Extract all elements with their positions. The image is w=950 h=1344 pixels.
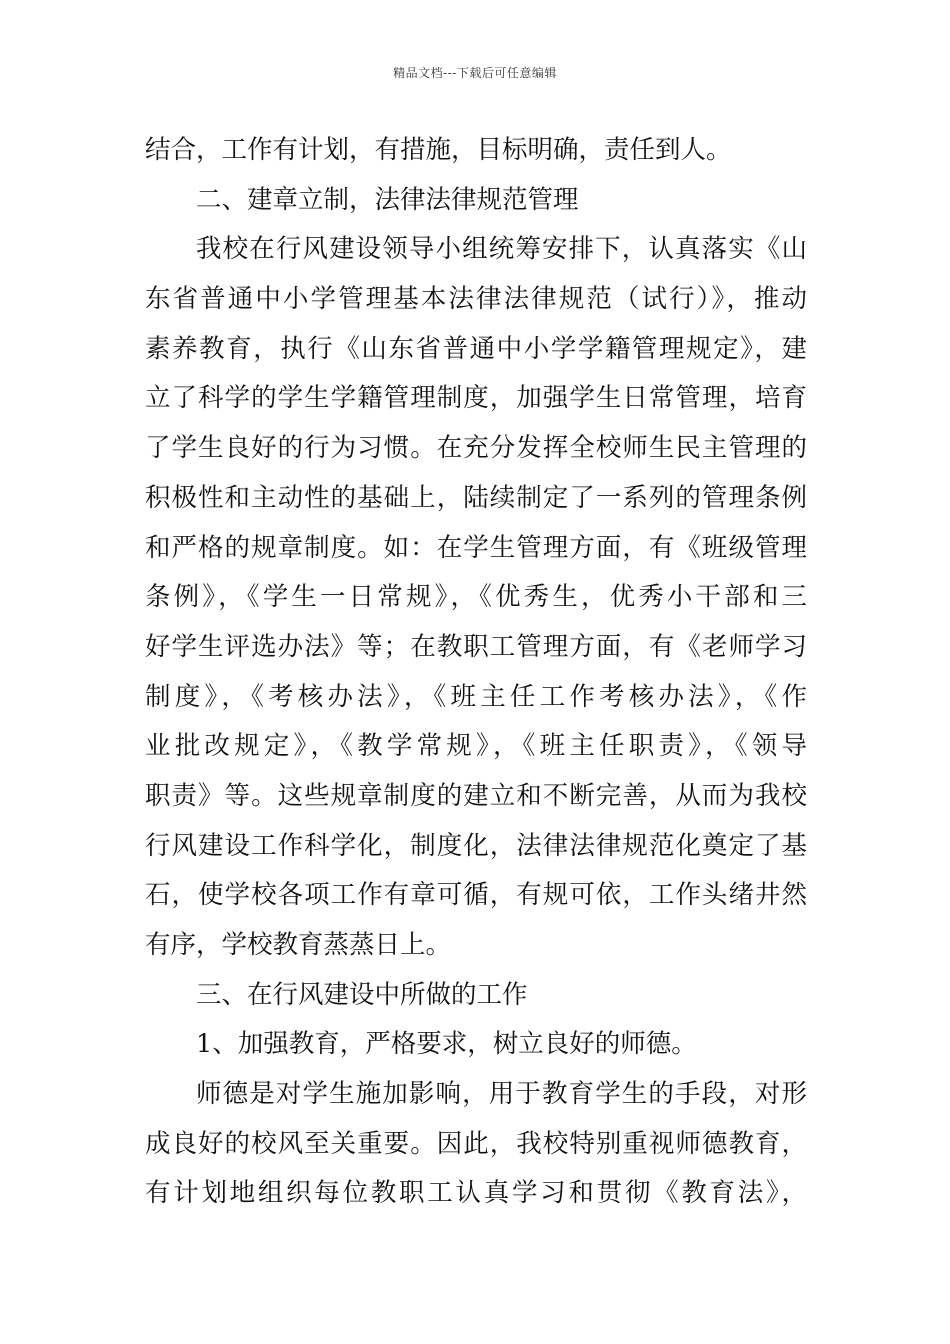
section-heading: 三、在行风建设中所做的工作 <box>196 979 528 1010</box>
text-line: 有序，学校教育蒸蒸日上。 <box>145 930 452 960</box>
text-line: 职责》等。这些规章制度的建立和不断完善，从而为我校 <box>145 780 807 811</box>
text-line: 立了科学的学生学籍管理制度，加强学生日常管理，培育 <box>145 383 807 414</box>
text-line: 结合，工作有计划，有措施，目标明确，责任到人。 <box>145 135 732 165</box>
document-body <box>145 126 807 1219</box>
text-line: 和严格的规章制度。如：在学生管理方面，有《班级管理 <box>145 532 807 563</box>
text-line: 制度》，《考核办法》，《班主任工作考核办法》，《作 <box>145 681 807 712</box>
page-header: 精品文档---下载后可任意编辑 <box>393 66 557 80</box>
text-line: 石，使学校各项工作有章可循，有规可依，工作头绪井然 <box>145 880 807 911</box>
text-line: 师德是对学生施加影响，用于教育学生的手段，对形 <box>196 1079 807 1110</box>
text-line: 条例》，《学生一日常规》，《优秀生，优秀小干部和三 <box>145 582 807 613</box>
text-line: 好学生评选办法》等；在教职工管理方面，有《老师学习 <box>145 631 807 662</box>
text-line: 我校在行风建设领导小组统筹安排下，认真落实《山 <box>196 234 807 265</box>
text-line: 积极性和主动性的基础上，陆续制定了一系列的管理条例 <box>145 482 807 513</box>
text-line: 成良好的校风至关重要。因此，我校特别重视师德教育， <box>145 1128 807 1159</box>
text-line: 行风建设工作科学化，制度化，法律法律规范化奠定了基 <box>145 830 807 861</box>
text-line: 素养教育，执行《山东省普通中小学学籍管理规定》，建 <box>145 333 807 364</box>
subsection-heading: 1、加强教育，严格要求，树立良好的师德。 <box>196 1029 697 1060</box>
text-line: 有计划地组织每位教职工认真学习和贯彻《教育法》， <box>145 1178 807 1209</box>
text-line: 了学生良好的行为习惯。在充分发挥全校师生民主管理的 <box>145 433 807 464</box>
text-line: 业批改规定》，《教学常规》，《班主任职责》，《领导 <box>145 731 807 762</box>
section-heading: 二、建章立制，法律法律规范管理 <box>196 184 579 215</box>
text-line: 东省普通中小学管理基本法律法律规范（试行）》，推动 <box>145 284 807 315</box>
